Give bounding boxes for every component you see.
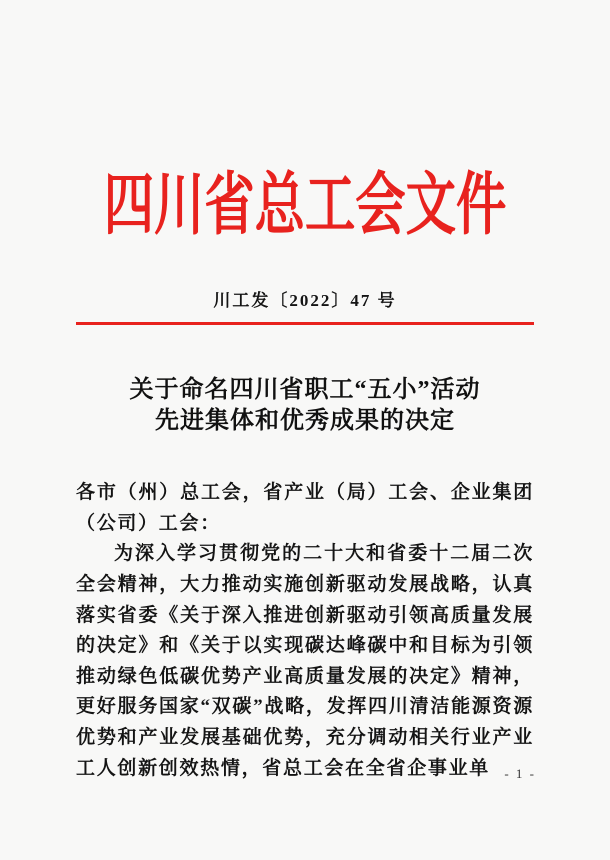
document-subject (0, 375, 610, 437)
document-body (76, 478, 534, 784)
subject-line-2: 先进集体和优秀成果的决定 (155, 408, 455, 435)
document-number: 川工发〔2022〕47 号 (213, 291, 397, 311)
document-header-title: 四川省总工会文件 (103, 167, 507, 243)
subject-line-1: 关于命名四川省职工“五小”活动 (129, 377, 481, 404)
page-number: - 1 - (504, 766, 536, 781)
red-divider-line (76, 322, 534, 325)
salutation: 各市（州）总工会，省产业（局）工会、企业集团（公司）工会： (76, 482, 534, 534)
body-paragraph: 为深入学习贯彻党的二十大和省委十二届二次全会精神，大力推动实施创新驱动发展战略，认真落实省委《关于深入推进创新驱动引领高质量发展的决定》和《关于以实现碳达峰碳中和目标为引领推动绿色低碳优势产业高质量发展的决定》精神，更好服务国家“双碳”战略，发挥四川清洁能源资源优势和产业发展基础优势，充分调动相关行业产业工人创新创效热情，省总工会在全省企事业单 (76, 543, 534, 779)
